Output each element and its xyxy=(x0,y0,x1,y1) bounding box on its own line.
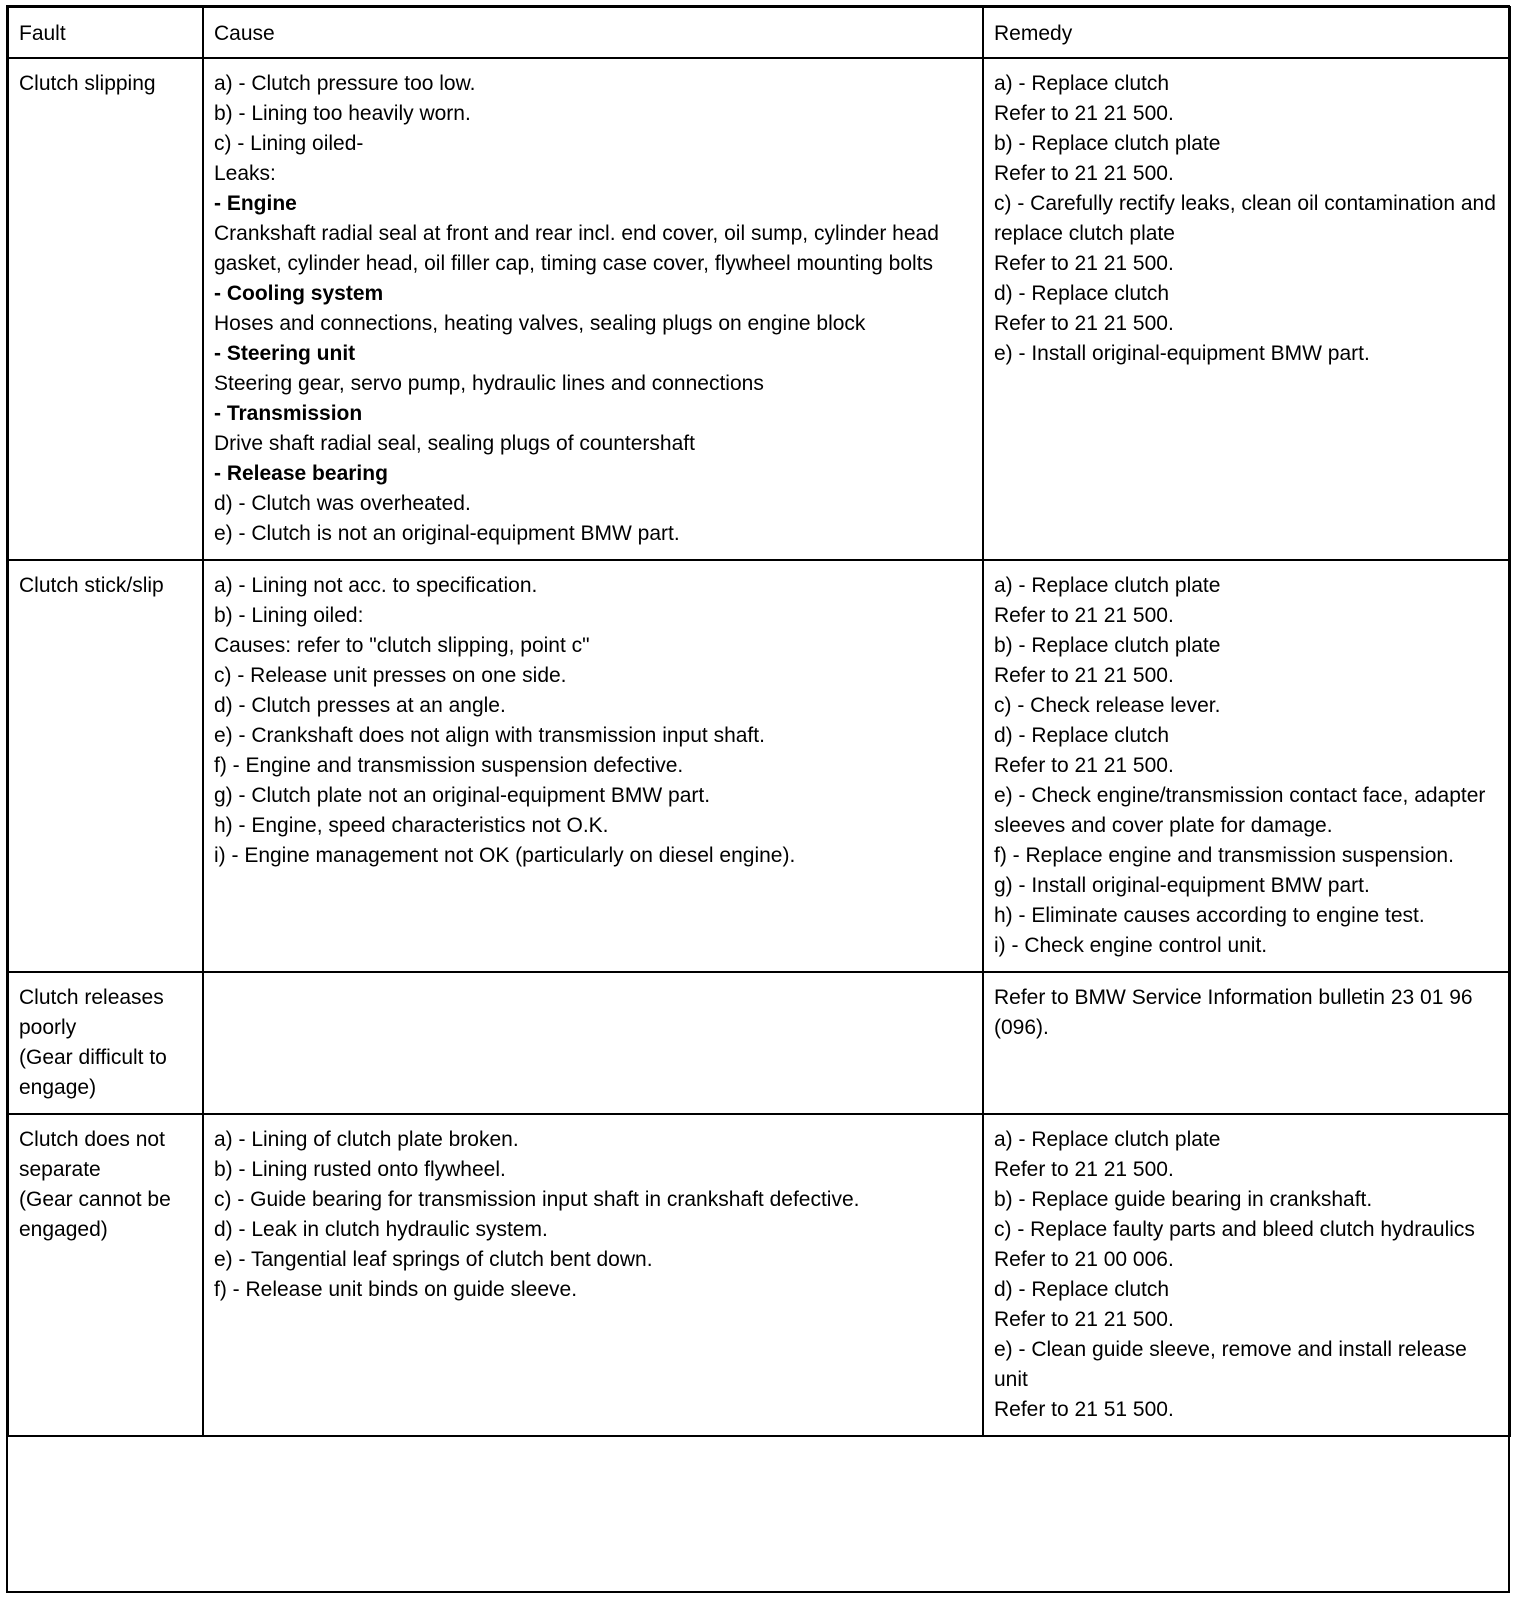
cause-line: c) - Release unit presses on one side. xyxy=(214,664,567,687)
cause-subheading: - Transmission xyxy=(214,402,363,425)
remedy-line: g) - Install original-equipment BMW part. xyxy=(994,874,1370,897)
cause-line: Crankshaft radial seal at front and rear incl. end cover, oil sump, cylinder head gasket, cylinder head, oil filler cap, timing case cover, flywheel mounting bolts xyxy=(214,222,939,275)
remedy-line: b) - Replace clutch plate xyxy=(994,634,1221,657)
remedy-line: c) - Replace faulty parts and bleed clutch hydraulics xyxy=(994,1218,1475,1241)
remedy-line: e) - Install original-equipment BMW part. xyxy=(994,342,1370,365)
remedy-line: Refer to 21 21 500. xyxy=(994,754,1174,777)
cause-line: f) - Engine and transmission suspension defective. xyxy=(214,754,684,777)
cause-line: Drive shaft radial seal, sealing plugs of countershaft xyxy=(214,432,695,455)
remedy-line: Refer to 21 51 500. xyxy=(994,1398,1174,1421)
cause-subheading: - Steering unit xyxy=(214,342,356,365)
cause-line: i) - Engine management not OK (particularly on diesel engine). xyxy=(214,844,796,867)
table-row xyxy=(8,972,1510,1114)
remedy-line: b) - Replace clutch plate xyxy=(994,132,1221,155)
table-header-row xyxy=(8,7,1510,58)
fault-text: Clutch slipping xyxy=(19,72,156,95)
remedy-line: Refer to 21 21 500. xyxy=(994,1158,1174,1181)
remedy-line: e) - Clean guide sleeve, remove and install release unit xyxy=(994,1338,1467,1391)
fault-cell xyxy=(8,58,203,560)
cause-line: a) - Lining not acc. to specification. xyxy=(214,574,538,597)
remedy-line: d) - Replace clutch xyxy=(994,1278,1170,1301)
column-header-fault: Fault xyxy=(8,7,203,58)
fault-text: Clutch stick/slip xyxy=(19,574,164,597)
cause-line: h) - Engine, speed characteristics not O.K. xyxy=(214,814,609,837)
cause-cell xyxy=(203,560,983,972)
cause-line: Hoses and connections, heating valves, sealing plugs on engine block xyxy=(214,312,866,335)
cause-line: f) - Release unit binds on guide sleeve. xyxy=(214,1278,578,1301)
table-row xyxy=(8,58,1510,560)
cause-cell xyxy=(203,1114,983,1436)
remedy-cell xyxy=(983,972,1510,1114)
table-body xyxy=(8,58,1510,1436)
cause-line: a) - Lining of clutch plate broken. xyxy=(214,1128,519,1151)
cause-line: g) - Clutch plate not an original-equipment BMW part. xyxy=(214,784,711,807)
cause-line: Causes: refer to "clutch slipping, point c" xyxy=(214,634,590,657)
remedy-line: f) - Replace engine and transmission suspension. xyxy=(994,844,1454,867)
remedy-line: Refer to 21 21 500. xyxy=(994,1308,1174,1331)
cause-line: e) - Tangential leaf springs of clutch bent down. xyxy=(214,1248,653,1271)
remedy-line: c) - Check release lever. xyxy=(994,694,1221,717)
remedy-line: d) - Replace clutch xyxy=(994,724,1170,747)
cause-line: d) - Leak in clutch hydraulic system. xyxy=(214,1218,548,1241)
remedy-cell xyxy=(983,560,1510,972)
fault-cell xyxy=(8,972,203,1114)
cause-line: e) - Crankshaft does not align with transmission input shaft. xyxy=(214,724,765,747)
remedy-line: c) - Carefully rectify leaks, clean oil contamination and replace clutch plate xyxy=(994,192,1496,245)
remedy-line: Refer to 21 21 500. xyxy=(994,604,1174,627)
column-header-cause: Cause xyxy=(203,7,983,58)
table-row xyxy=(8,560,1510,972)
fault-cause-remedy-table xyxy=(7,6,1511,1437)
column-header-remedy: Remedy xyxy=(983,7,1510,58)
remedy-cell xyxy=(983,1114,1510,1436)
remedy-line: Refer to 21 00 006. xyxy=(994,1248,1174,1271)
fault-text: Clutch releases poorly xyxy=(19,986,164,1039)
cause-line: Leaks: xyxy=(214,162,276,185)
cause-line: e) - Clutch is not an original-equipment BMW part. xyxy=(214,522,680,545)
remedy-line: i) - Check engine control unit. xyxy=(994,934,1268,957)
cause-line: b) - Lining too heavily worn. xyxy=(214,102,471,125)
fault-cell xyxy=(8,560,203,972)
remedy-line: a) - Replace clutch plate xyxy=(994,574,1221,597)
remedy-line: d) - Replace clutch xyxy=(994,282,1170,305)
remedy-line: h) - Eliminate causes according to engine test. xyxy=(994,904,1425,927)
remedy-line: Refer to 21 21 500. xyxy=(994,664,1174,687)
fault-text: Clutch does not separate xyxy=(19,1128,165,1181)
remedy-cell xyxy=(983,58,1510,560)
remedy-line: a) - Replace clutch plate xyxy=(994,1128,1221,1151)
cause-line: Steering gear, servo pump, hydraulic lines and connections xyxy=(214,372,764,395)
fault-cell xyxy=(8,1114,203,1436)
cause-line: c) - Lining oiled- xyxy=(214,132,364,155)
table-row xyxy=(8,1114,1510,1436)
remedy-line: b) - Replace guide bearing in crankshaft. xyxy=(994,1188,1373,1211)
remedy-line: a) - Replace clutch xyxy=(994,72,1170,95)
remedy-line: Refer to BMW Service Information bulletin 23 01 96 (096). xyxy=(994,986,1473,1039)
cause-line: b) - Lining rusted onto flywheel. xyxy=(214,1158,506,1181)
remedy-line: Refer to 21 21 500. xyxy=(994,312,1174,335)
cause-subheading: - Release bearing xyxy=(214,462,388,485)
cause-cell xyxy=(203,972,983,1114)
remedy-line: e) - Check engine/transmission contact face, adapter sleeves and cover plate for damage. xyxy=(994,784,1486,837)
remedy-line: Refer to 21 21 500. xyxy=(994,102,1174,125)
cause-line: b) - Lining oiled: xyxy=(214,604,364,627)
cause-subheading: - Engine xyxy=(214,192,297,215)
cause-subheading: - Cooling system xyxy=(214,282,384,305)
remedy-line: Refer to 21 21 500. xyxy=(994,252,1174,275)
cause-line: c) - Guide bearing for transmission input shaft in crankshaft defective. xyxy=(214,1188,860,1211)
cause-line: d) - Clutch was overheated. xyxy=(214,492,471,515)
cause-line: a) - Clutch pressure too low. xyxy=(214,72,476,95)
fault-text: (Gear cannot be engaged) xyxy=(19,1188,171,1241)
fault-text: (Gear difficult to engage) xyxy=(19,1046,167,1099)
remedy-line: Refer to 21 21 500. xyxy=(994,162,1174,185)
cause-cell xyxy=(203,58,983,560)
cause-line: d) - Clutch presses at an angle. xyxy=(214,694,506,717)
